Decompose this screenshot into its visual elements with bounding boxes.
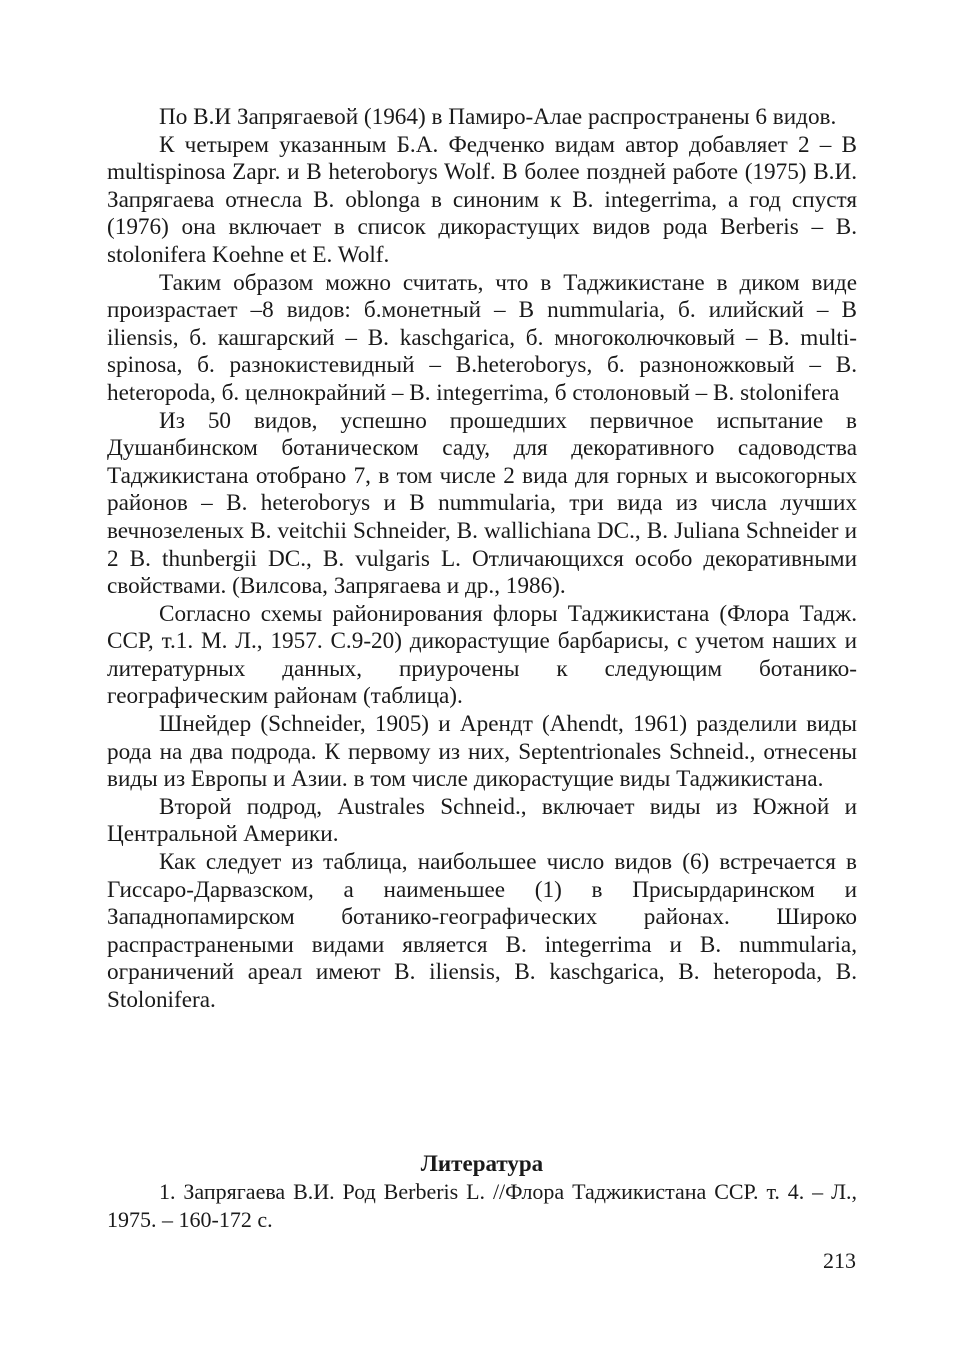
paragraph: Согласно схемы районирования флоры Таджикистана (Флора Тадж. ССР, т.1. М. Л., 1957. С.9-20) дикорастущие барбарисы, с учетом наших и литературных данных, приурочены к следующим ботанико-географическим районам (таблица). xyxy=(107,600,857,710)
literature-list xyxy=(107,1178,857,1233)
body-text xyxy=(107,104,857,1015)
paragraph: Таким образом можно считать, что в Таджикистане в диком виде произрастает –8 видов: б.монетный – B nummularia, б. илийский – B iliensis, б. кашгарский – B. kaschgarica, б. многоколючковый – B. multi-spinosa, б. разнокистевидный – B.heteroborys, б. разноножковый – B. heteropoda, б. целнокрайний – B. integerrima, б столоновый – B. stolonifera xyxy=(107,269,857,406)
paragraph: К четырем указанным Б.А. Федченко видам автор добавляет 2 – B multispinosa Zapr. и B heteroborys Wolf. В более поздней работе (1975) В.И. Запрягаева отнесла B. oblonga в синоним к B. integerrima, а год спустя (1976) она включает в список дикорастущих видов рода Berberis – B. stolonifera Koehne et E. Wolf. xyxy=(107,131,857,268)
page-number: 213 xyxy=(823,1248,856,1273)
paragraph: Из 50 видов, успешно прошедших первичное испытание в Душанбинском ботаническом саду, для декоративного садоводства Таджикистана отобрано 7, в том числе 2 вида для горных и высокогорных районов – B. heteroborys и B nummularia, три вида из числа лучших вечнозеленых B. veitchii Schneider, B. wallichiana DC., B. Juliana Schneider и 2 B. thunbergii DC., B. vulgaris L. Отличающихся особо декоративными свойствами. (Вилсова, Запрягаева и др., 1986). xyxy=(107,407,857,600)
paragraph: Шнейдер (Schneider, 1905) и Арендт (Ahendt, 1961) разделили виды рода на два подрода. К первому из них, Septentrionales Schneid., отнесены виды из Европы и Азии. в том числе дикорастущие виды Таджикистана. xyxy=(107,711,857,793)
reference-item: 1. Запрягаева В.И. Род Berberis L. //Флора Таджикистана ССР. т. 4. – Л., 1975. – 160-172 с. xyxy=(107,1179,857,1232)
literature-heading: Литература xyxy=(420,1151,544,1176)
paragraph: Второй подрод, Australes Schneid., включает виды из Южной и Центральной Америки. xyxy=(107,793,857,848)
paragraph: По В.И Запрягаевой (1964) в Памиро-Алае распространены 6 видов. xyxy=(159,104,837,130)
paragraph: Как следует из таблица, наибольшее число видов (6) встречается в Гиссаро-Дарвазском, а наименьшее (1) в Присырдаринском и Западнопамирском ботанико-географических районах. Широко распрастранеными видами является B. integerrima и B. nummularia, ограничений ареал имеют B. iliensis, B. kaschgarica, B. heteropoda, B. Stolonifera. xyxy=(107,849,857,1013)
